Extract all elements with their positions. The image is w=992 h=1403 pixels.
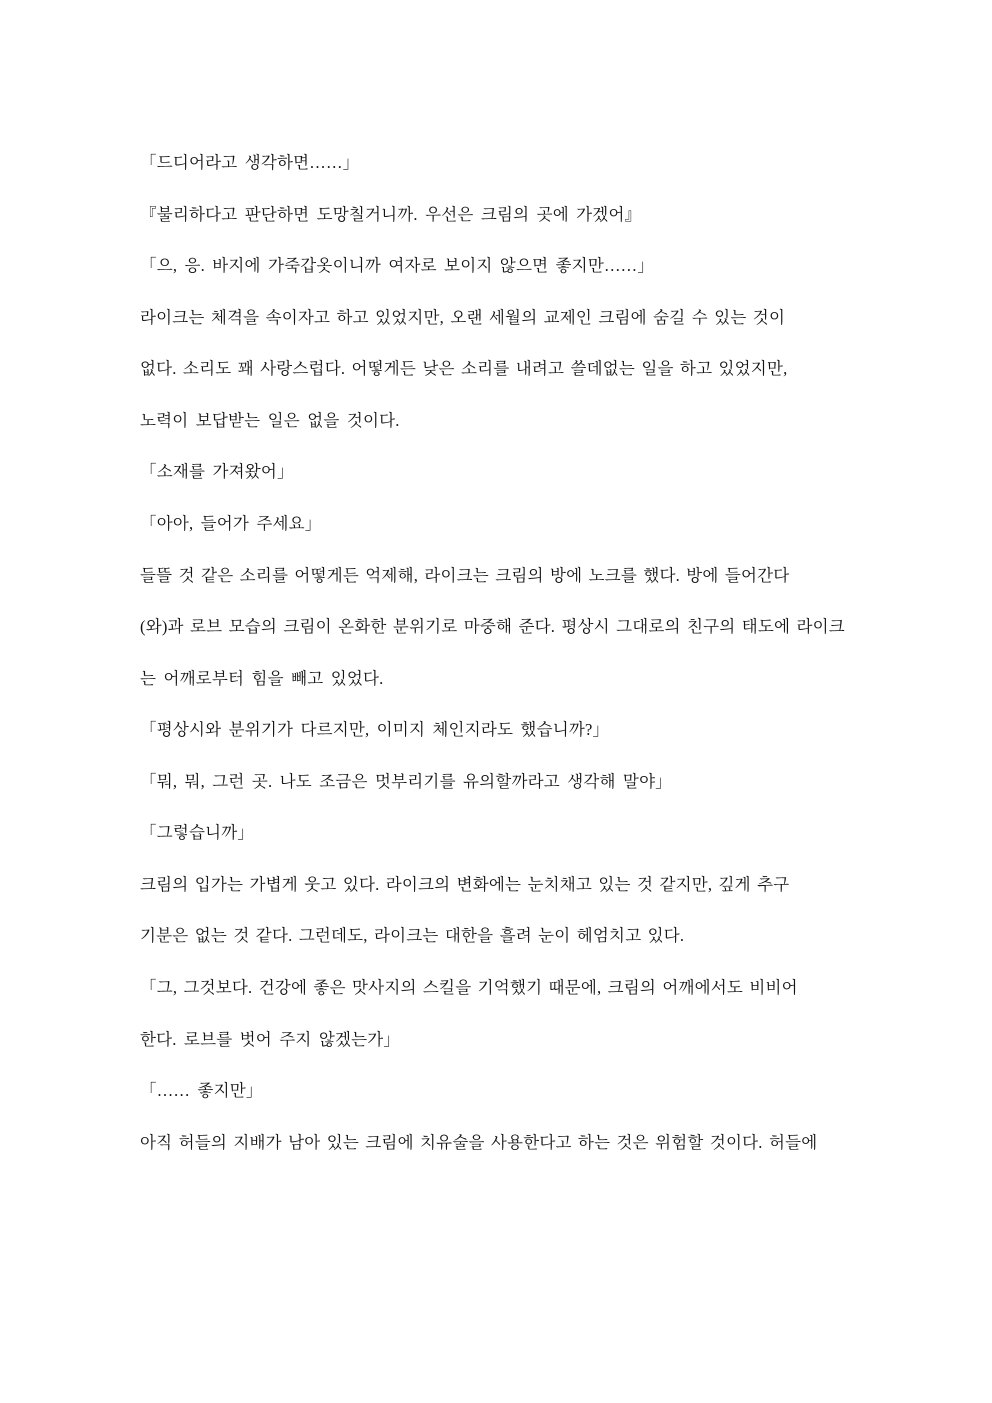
paragraph: 「그, 그것보다. 건강에 좋은 맛사지의 스킬을 기억했기 때문에, 크림의 어깨에서도 비비어	[140, 978, 798, 997]
paragraph: (와)과 로브 모습의 크림이 온화한 분위기로 마중해 준다. 평상시 그대로의 친구의 태도에 라이크	[140, 617, 845, 637]
paragraph: 「소재를 가져왔어」	[140, 462, 294, 482]
paragraph: 는 어깨로부터 힘을 빼고 있었다.	[140, 668, 384, 688]
paragraph: 「드디어라고 생각하면……」	[140, 153, 360, 172]
paragraph: 「그렇습니까」	[140, 823, 255, 843]
paragraph: 들뜰 것 같은 소리를 어떻게든 억제해, 라이크는 크림의 방에 노크를 했다. 방에 들어간다	[140, 565, 790, 585]
paragraph: 없다. 소리도 꽤 사랑스럽다. 어떻게든 낮은 소리를 내려고 쓸데없는 일을 하고 있었지만,	[140, 359, 788, 379]
paragraph: 노력이 보답받는 일은 없을 것이다.	[140, 410, 400, 430]
document-body	[140, 150, 852, 1155]
paragraph: 아직 허들의 지배가 남아 있는 크림에 치유술을 사용한다고 하는 것은 위험할 것이다. 허들에	[140, 1132, 818, 1152]
paragraph: 「평상시와 분위기가 다르지만, 이미지 체인지라도 했습니까?」	[140, 720, 610, 740]
paragraph: 「…… 좋지만」	[140, 1081, 263, 1101]
paragraph: 『불리하다고 판단하면 도망칠거니까. 우선은 크림의 곳에 가겠어』	[140, 204, 642, 224]
paragraph: 「으, 응. 바지에 가죽갑옷이니까 여자로 보이지 않으면 좋지만……」	[140, 256, 655, 276]
paragraph: 크림의 입가는 가볍게 웃고 있다. 라이크의 변화에는 눈치채고 있는 것 같지만, 깊게 추구	[140, 874, 790, 894]
paragraph: 라이크는 체격을 속이자고 하고 있었지만, 오랜 세월의 교제인 크림에 숨길 수 있는 것이	[140, 307, 786, 327]
paragraph: 한다. 로브를 벗어 주지 않겠는가」	[140, 1029, 401, 1049]
paragraph: 「뭐, 뭐, 그런 곳. 나도 조금은 멋부리기를 유의할까라고 생각해 말야」	[140, 771, 672, 791]
paragraph: 「아아, 들어가 주세요」	[140, 513, 322, 533]
paragraph: 기분은 없는 것 같다. 그런데도, 라이크는 대한을 흘려 눈이 헤엄치고 있다.	[140, 926, 685, 946]
